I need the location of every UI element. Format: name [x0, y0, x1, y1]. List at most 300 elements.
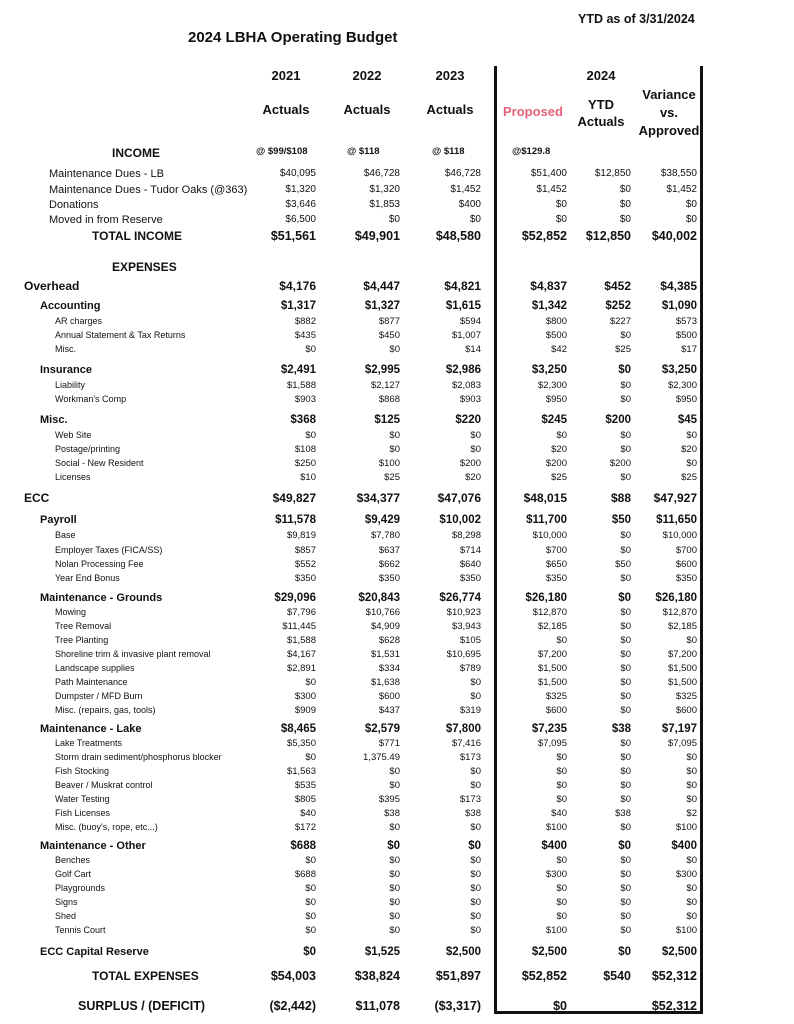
cell-2024-ytd: $0: [618, 364, 631, 376]
cell-2024-variance: $12,870: [662, 607, 697, 618]
table-row: [0, 430, 794, 444]
table-row: [0, 663, 794, 677]
cell-2021-actual: $9,819: [286, 530, 316, 541]
cell-2024-variance: $0: [686, 883, 697, 894]
row-label: ECC: [24, 491, 50, 505]
cell-2024-proposed: $200: [545, 458, 567, 469]
cell-2022-actual: $7,780: [370, 530, 400, 541]
cell-2024-ytd: $0: [620, 649, 631, 660]
cell-2024-proposed: $1,452: [536, 184, 567, 195]
cell-2023-actual: $20: [465, 472, 481, 483]
cell-2021-actual: $909: [294, 705, 316, 716]
cell-2024-ytd: $0: [620, 472, 631, 483]
cell-2024-ytd: $252: [605, 300, 631, 312]
cell-2022-actual: $2,579: [364, 723, 400, 735]
cell-2023-actual: $2,500: [445, 946, 481, 958]
cell-2024-proposed: $800: [545, 316, 567, 327]
cell-2021-actual: $1,563: [286, 766, 316, 777]
cell-2024-proposed: $0: [556, 855, 567, 866]
cell-2024-variance: $2,185: [667, 621, 697, 632]
cell-2021-actual: $172: [294, 822, 316, 833]
table-row: [0, 514, 794, 528]
cell-2023-actual: $10,002: [439, 514, 481, 526]
cell-2024-variance: $26,180: [655, 592, 697, 604]
cell-2024-ytd: $0: [620, 607, 631, 618]
row-label: INCOME: [112, 146, 160, 160]
cell-2024-ytd: $0: [620, 545, 631, 556]
cell-2023-actual: $26,774: [439, 592, 481, 604]
table-row: [0, 414, 794, 428]
table-row: [0, 855, 794, 869]
cell-2022-actual: $0: [389, 344, 400, 355]
cell-2024-ytd: $0: [620, 738, 631, 749]
cell-2024-proposed: $0: [556, 766, 567, 777]
cell-2023-actual: $173: [459, 794, 481, 805]
cell-2021-actual: ($2,442): [269, 999, 316, 1013]
table-row: [0, 573, 794, 587]
cell-2024-ytd: $0: [620, 635, 631, 646]
cell-2024-variance: $1,500: [667, 663, 697, 674]
row-label: Golf Cart: [55, 869, 92, 879]
row-label: Maintenance Dues - LB: [49, 168, 164, 180]
table-row: [0, 780, 794, 794]
cell-2024-proposed: $0: [556, 635, 567, 646]
cell-2024-proposed: $100: [545, 822, 567, 833]
cell-2021-actual: $49,827: [272, 491, 316, 505]
cell-2024-ytd: $200: [609, 458, 631, 469]
cell-2023-actual: $594: [459, 316, 481, 327]
cell-2024-ytd: $200: [605, 414, 631, 426]
cell-2024-ytd: $0: [620, 444, 631, 455]
cell-2023-actual: $51,897: [435, 969, 481, 983]
table-row: [0, 911, 794, 925]
row-label: Fish Licenses: [55, 808, 111, 818]
table-row: [0, 472, 794, 486]
cell-2024-proposed: $7,235: [531, 723, 567, 735]
cell-2023-actual: $2,986: [445, 364, 481, 376]
cell-2024-ytd: $88: [610, 491, 631, 505]
cell-2022-actual: $2,127: [370, 380, 400, 391]
cell-2024-proposed: $2,300: [537, 380, 567, 391]
cell-2024-ytd: $38: [611, 723, 631, 735]
cell-2024-proposed: $1,500: [537, 663, 567, 674]
cell-2024-proposed: $325: [545, 691, 567, 702]
table-row: [0, 380, 794, 394]
ytd-header-line2: Actuals: [577, 114, 625, 129]
actuals-2022-header: Actuals: [343, 102, 391, 117]
cell-2022-actual: $877: [378, 316, 400, 327]
row-label: Liability: [55, 380, 86, 390]
cell-2021-actual: $3,646: [285, 199, 316, 210]
cell-2022-actual: $395: [378, 794, 400, 805]
cell-2024-variance: $0: [685, 199, 697, 210]
cell-2024-ytd: $50: [611, 514, 631, 526]
cell-2024-variance: $17: [681, 344, 697, 355]
row-label: Tree Removal: [55, 621, 112, 631]
year-2021-header: 2021: [271, 68, 301, 83]
cell-2024-variance: $0: [685, 214, 697, 225]
cell-2023-actual: $0: [470, 677, 481, 688]
table-row: [0, 364, 794, 378]
cell-2021-actual: $250: [294, 458, 316, 469]
cell-2024-ytd: $0: [620, 330, 631, 341]
cell-2022-actual: $1,525: [364, 946, 400, 958]
cell-2024-ytd: $0: [620, 705, 631, 716]
cell-2022-actual: 1,375.49: [363, 752, 400, 763]
cell-2024-proposed: $48,015: [523, 491, 567, 505]
table-row: [0, 691, 794, 705]
cell-2021-actual: $0: [303, 946, 316, 958]
cell-2022-actual: $0: [389, 925, 400, 936]
cell-2024-variance: $500: [675, 330, 697, 341]
row-label: AR charges: [55, 316, 103, 326]
cell-2024-variance: $52,312: [651, 999, 697, 1013]
cell-2022-actual: $46,728: [363, 168, 400, 179]
cell-2024-variance: $0: [686, 635, 697, 646]
cell-2024-ytd: $0: [618, 946, 631, 958]
cell-2022-actual: $0: [389, 780, 400, 791]
cell-2022-actual: $0: [389, 822, 400, 833]
row-label: Maintenance Dues - Tudor Oaks (@363): [49, 184, 248, 196]
cell-2022-actual: $1,853: [369, 199, 400, 210]
cell-2024-proposed: $42: [551, 344, 567, 355]
cell-2024-ytd: $0: [620, 752, 631, 763]
cell-2023-actual: $400: [458, 199, 481, 210]
cell-2024-ytd: $0: [618, 840, 631, 852]
row-label: Landscape supplies: [55, 663, 135, 673]
table-row: [0, 738, 794, 752]
cell-2021-actual: $51,561: [270, 229, 316, 243]
cell-2021-actual: $300: [294, 691, 316, 702]
table-row: [0, 316, 794, 330]
cell-2023-actual: @ $118: [432, 146, 465, 157]
cell-2024-ytd: $0: [620, 394, 631, 405]
cell-2024-proposed: $3,250: [531, 364, 567, 376]
cell-2024-proposed: $700: [545, 545, 567, 556]
table-row: [0, 545, 794, 559]
cell-2023-actual: $0: [470, 897, 481, 908]
cell-2024-ytd: $0: [620, 883, 631, 894]
cell-2024-variance: $2: [686, 808, 697, 819]
cell-2024-variance: $0: [686, 780, 697, 791]
cell-2024-variance: $700: [675, 545, 697, 556]
table-row: [0, 723, 794, 737]
cell-2024-variance: $1,452: [666, 184, 697, 195]
cell-2024-ytd: $452: [604, 279, 631, 293]
row-label: ECC Capital Reserve: [40, 946, 149, 958]
cell-2023-actual: $0: [470, 444, 481, 455]
cell-2024-proposed: $0: [556, 911, 567, 922]
cell-2021-actual: $2,891: [286, 663, 316, 674]
cell-2024-ytd: $0: [620, 766, 631, 777]
proposed-header: Proposed: [503, 104, 563, 119]
row-label: Misc.: [55, 344, 76, 354]
row-label: Accounting: [40, 300, 101, 312]
cell-2023-actual: $1,007: [451, 330, 481, 341]
cell-2021-actual: @ $99/$108: [256, 146, 308, 157]
cell-2024-variance: $600: [675, 705, 697, 716]
cell-2022-actual: $20,843: [358, 592, 400, 604]
cell-2023-actual: ($3,317): [434, 999, 481, 1013]
cell-2023-actual: $220: [455, 414, 481, 426]
row-label: Maintenance - Lake: [40, 723, 142, 735]
cell-2023-actual: $7,416: [451, 738, 481, 749]
cell-2024-ytd: $12,850: [585, 229, 631, 243]
cell-2021-actual: $29,096: [274, 592, 316, 604]
table-row: [0, 969, 794, 983]
ytd-header-line1: YTD: [588, 97, 614, 112]
cell-2024-ytd: $0: [620, 621, 631, 632]
cell-2024-variance: $7,197: [661, 723, 697, 735]
cell-2022-actual: $868: [378, 394, 400, 405]
cell-2021-actual: $108: [294, 444, 316, 455]
cell-2024-ytd: $0: [620, 430, 631, 441]
cell-2022-actual: $0: [389, 444, 400, 455]
cell-2024-proposed: $0: [556, 430, 567, 441]
cell-2024-proposed: $1,500: [537, 677, 567, 688]
cell-2021-actual: $54,003: [270, 969, 316, 983]
table-row: [0, 444, 794, 458]
row-label: Maintenance - Grounds: [40, 592, 163, 604]
cell-2024-variance: $600: [675, 559, 697, 570]
cell-2024-variance: $950: [675, 394, 697, 405]
cell-2023-actual: $46,728: [444, 168, 481, 179]
cell-2024-proposed: $10,000: [532, 530, 567, 541]
cell-2023-actual: $14: [465, 344, 481, 355]
row-label: Workman's Comp: [55, 394, 127, 404]
cell-2024-proposed: $40: [551, 808, 567, 819]
cell-2024-variance: $100: [675, 822, 697, 833]
cell-2023-actual: $200: [459, 458, 481, 469]
cell-2021-actual: $882: [294, 316, 316, 327]
cell-2022-actual: $0: [389, 897, 400, 908]
row-label: Shed: [55, 911, 77, 921]
cell-2023-actual: $0: [470, 869, 481, 880]
row-label: TOTAL INCOME: [92, 229, 182, 243]
cell-2023-actual: $0: [470, 822, 481, 833]
cell-2023-actual: $640: [459, 559, 481, 570]
cell-2024-variance: $1,090: [661, 300, 697, 312]
cell-2022-actual: $1,531: [370, 649, 400, 660]
cell-2024-proposed: $300: [545, 869, 567, 880]
cell-2021-actual: $0: [305, 677, 316, 688]
cell-2024-ytd: $0: [620, 573, 631, 584]
table-row: [0, 705, 794, 719]
cell-2024-proposed: $0: [556, 780, 567, 791]
table-row: [0, 925, 794, 939]
cell-2023-actual: $3,943: [451, 621, 481, 632]
cell-2024-proposed: $52,852: [521, 969, 567, 983]
cell-2024-proposed: $0: [556, 794, 567, 805]
cell-2024-proposed: $0: [556, 752, 567, 763]
cell-2024-ytd: $0: [620, 794, 631, 805]
table-row: [0, 214, 794, 228]
cell-2024-proposed: @$129.8: [512, 146, 551, 157]
cell-2021-actual: $688: [294, 869, 316, 880]
row-label: Tennis Court: [55, 925, 106, 935]
cell-2024-proposed: $11,700: [526, 514, 567, 526]
cell-2023-actual: $0: [470, 925, 481, 936]
table-row: [0, 635, 794, 649]
cell-2022-actual: $1,638: [370, 677, 400, 688]
cell-2024-ytd: $0: [619, 184, 631, 195]
cell-2021-actual: $857: [294, 545, 316, 556]
cell-2021-actual: $435: [294, 330, 316, 341]
cell-2023-actual: $0: [470, 691, 481, 702]
cell-2021-actual: $4,176: [279, 279, 316, 293]
cell-2024-variance: $38,550: [660, 168, 697, 179]
variance-header-line2: vs.: [659, 105, 679, 120]
cell-2021-actual: $805: [294, 794, 316, 805]
row-label: Donations: [49, 199, 99, 211]
row-label: Insurance: [40, 364, 92, 376]
cell-2024-proposed: $400: [541, 840, 567, 852]
cell-2023-actual: $0: [470, 855, 481, 866]
cell-2021-actual: $350: [294, 573, 316, 584]
cell-2024-proposed: $245: [541, 414, 567, 426]
cell-2021-actual: $0: [305, 925, 316, 936]
row-label: Misc. (repairs, gas, tools): [55, 705, 156, 715]
cell-2024-ytd: $0: [620, 911, 631, 922]
row-label: Water Testing: [55, 794, 110, 804]
table-row: [0, 199, 794, 213]
cell-2023-actual: $48,580: [435, 229, 481, 243]
cell-2024-ytd: $0: [620, 663, 631, 674]
cell-2022-actual: @ $118: [347, 146, 380, 157]
cell-2024-ytd: $540: [603, 969, 631, 983]
cell-2021-actual: $1,588: [286, 380, 316, 391]
cell-2023-actual: $1,615: [445, 300, 481, 312]
cell-2021-actual: $11,445: [282, 621, 316, 632]
cell-2024-ytd: $0: [620, 822, 631, 833]
cell-2022-actual: $49,901: [354, 229, 400, 243]
cell-2024-ytd: $0: [620, 530, 631, 541]
table-row: [0, 869, 794, 883]
cell-2023-actual: $10,695: [446, 649, 481, 660]
cell-2021-actual: $552: [294, 559, 316, 570]
cell-2024-ytd: $0: [620, 780, 631, 791]
row-label: Path Maintenance: [55, 677, 128, 687]
cell-2024-variance: $45: [677, 414, 697, 426]
cell-2024-proposed: $51,400: [530, 168, 567, 179]
cell-2024-variance: $3,250: [661, 364, 697, 376]
cell-2024-proposed: $7,200: [537, 649, 567, 660]
cell-2024-ytd: $0: [619, 199, 631, 210]
cell-2022-actual: $9,429: [364, 514, 400, 526]
cell-2024-ytd: $25: [615, 344, 631, 355]
row-label: Social - New Resident: [55, 458, 144, 468]
cell-2021-actual: $5,350: [286, 738, 316, 749]
cell-2021-actual: $1,588: [286, 635, 316, 646]
year-2023-header: 2023: [435, 68, 465, 83]
cell-2024-variance: $573: [675, 316, 697, 327]
cell-2023-actual: $10,923: [446, 607, 481, 618]
cell-2021-actual: $0: [305, 344, 316, 355]
table-row: [0, 897, 794, 911]
cell-2023-actual: $0: [470, 883, 481, 894]
row-label: Year End Bonus: [55, 573, 120, 583]
table-row: [0, 146, 794, 160]
cell-2024-variance: $0: [686, 766, 697, 777]
table-row: [0, 330, 794, 344]
cell-2021-actual: $8,465: [280, 723, 316, 735]
row-label: Signs: [55, 897, 78, 907]
table-row: [0, 300, 794, 314]
table-row: [0, 621, 794, 635]
row-label: Mowing: [55, 607, 87, 617]
row-label: Benches: [55, 855, 91, 865]
row-label: Lake Treatments: [55, 738, 123, 748]
cell-2022-actual: $0: [388, 214, 400, 225]
cell-2024-ytd: $227: [609, 316, 631, 327]
cell-2021-actual: $1,317: [280, 300, 316, 312]
cell-2021-actual: $2,491: [280, 364, 316, 376]
cell-2023-actual: $105: [459, 635, 481, 646]
cell-2021-actual: $0: [305, 430, 316, 441]
cell-2023-actual: $0: [470, 911, 481, 922]
table-row: [0, 822, 794, 836]
row-label: Dumpster / MFD Burn: [55, 691, 143, 701]
cell-2024-variance: $47,927: [653, 491, 697, 505]
cell-2023-actual: $7,800: [445, 723, 481, 735]
cell-2024-proposed: $0: [555, 214, 567, 225]
page-title: 2024 LBHA Operating Budget: [188, 29, 398, 46]
cell-2024-proposed: $500: [545, 330, 567, 341]
row-label: TOTAL EXPENSES: [92, 969, 199, 983]
cell-2022-actual: $437: [378, 705, 400, 716]
row-label: Maintenance - Other: [40, 840, 146, 852]
cell-2022-actual: $771: [378, 738, 400, 749]
cell-2021-actual: $903: [294, 394, 316, 405]
cell-2024-variance: $11,650: [656, 514, 697, 526]
row-label: Shoreline trim & invasive plant removal: [55, 649, 211, 659]
cell-2021-actual: $0: [305, 883, 316, 894]
cell-2024-proposed: $2,500: [531, 946, 567, 958]
cell-2023-actual: $173: [459, 752, 481, 763]
table-row: [0, 458, 794, 472]
cell-2024-ytd: $38: [615, 808, 631, 819]
cell-2024-variance: $10,000: [662, 530, 697, 541]
cell-2024-proposed: $100: [545, 925, 567, 936]
cell-2024-proposed: $12,870: [532, 607, 567, 618]
cell-2024-proposed: $0: [553, 999, 567, 1013]
cell-2022-actual: $0: [389, 883, 400, 894]
cell-2024-variance: $0: [686, 794, 697, 805]
cell-2021-actual: $535: [294, 780, 316, 791]
cell-2022-actual: $10,766: [365, 607, 400, 618]
table-row: [0, 808, 794, 822]
cell-2024-variance: $2,500: [661, 946, 697, 958]
row-label: Tree Planting: [55, 635, 109, 645]
table-row: [0, 260, 794, 274]
actuals-2021-header: Actuals: [262, 102, 310, 117]
cell-2024-proposed: $20: [551, 444, 567, 455]
cell-2022-actual: $0: [389, 869, 400, 880]
cell-2024-proposed: $52,852: [521, 229, 567, 243]
cell-2022-actual: $38: [384, 808, 400, 819]
table-row: [0, 766, 794, 780]
table-row: [0, 883, 794, 897]
cell-2021-actual: $688: [290, 840, 316, 852]
row-label: Web Site: [55, 430, 92, 440]
cell-2023-actual: $0: [468, 840, 481, 852]
ytd-date-note: YTD as of 3/31/2024: [578, 12, 695, 26]
table-row: [0, 794, 794, 808]
variance-header-line3: Approved: [638, 123, 700, 138]
variance-header-line1: Variance: [642, 87, 696, 102]
cell-2023-actual: $4,821: [444, 279, 481, 293]
cell-2022-actual: $628: [378, 635, 400, 646]
